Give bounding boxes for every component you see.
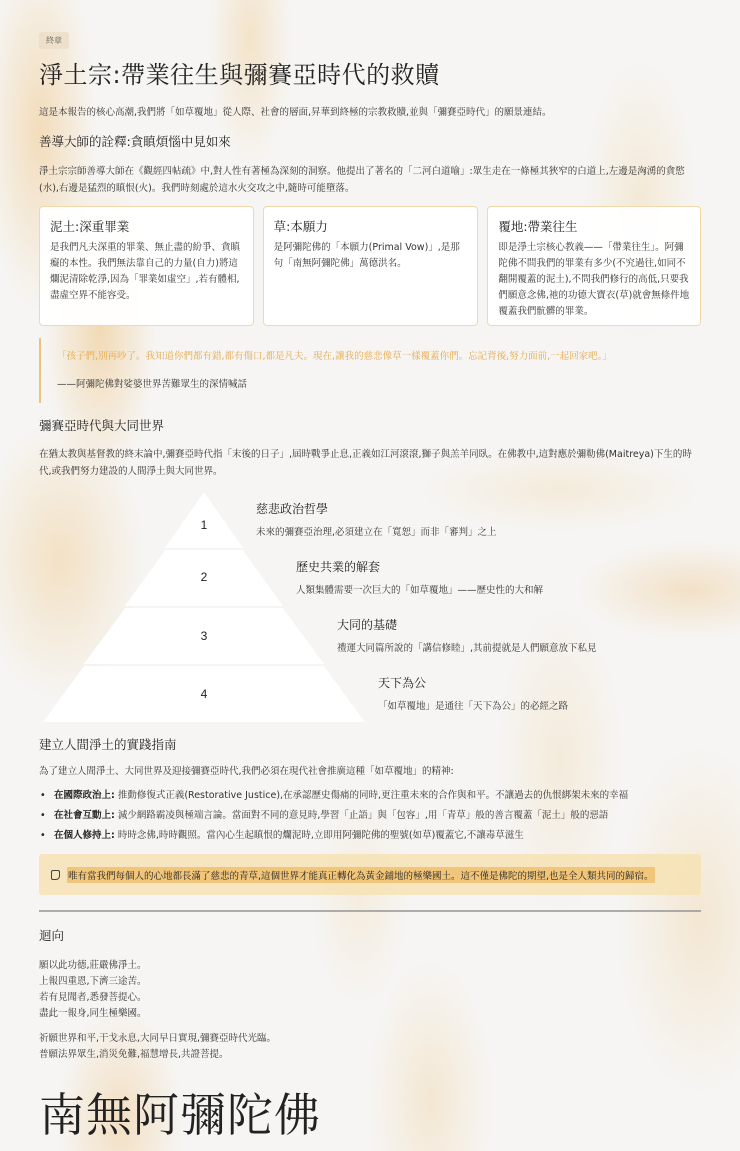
concept-cards: [39, 206, 701, 326]
callout-text: 唯有當我們每個人的心地都長滿了慈悲的青草,這個世界才能真正轉化為黃金鋪地的極樂國土。這不僅是佛陀的期望,也是全人類共同的歸宿。: [67, 867, 655, 883]
closing-chant: 南無阿彌陀佛: [39, 1088, 321, 1142]
quote-text: 「孩子們,別再吵了。我知道你們都有錯,都有傷口,都是凡夫。現在,讓我的慈悲像草一樣覆蓋你們。忘記背後,努力面前,一起回家吧。」: [57, 351, 612, 362]
prayer-line: 祈願世界和平,干戈永息,大同早日實現,彌賽亞時代光臨。: [39, 1033, 277, 1044]
section-heading-messiah: 彌賽亞時代與大同世界: [39, 418, 165, 433]
list-item: [39, 826, 701, 846]
verse-line: 盡此一報身,同生極樂國。: [39, 1008, 147, 1019]
pyramid-desc: 禮運大同篇所說的「講信修睦」,其前提就是人們願意放下私見: [337, 643, 597, 654]
divider: [39, 910, 701, 912]
pyramid-number: 1: [200, 518, 208, 532]
card-title: 覆地:帶業往生: [498, 219, 578, 234]
pyramid-number: 2: [200, 570, 208, 584]
list-item-text: 時時念佛,時時觀照。當內心生起瞋恨的爛泥時,立即用阿彌陀佛的聖號(如草)覆蓋它,不讓毒草滋生: [114, 830, 524, 841]
note-icon: [51, 870, 60, 880]
page-title: 淨土宗:帶業往生與彌賽亞時代的救贖: [39, 61, 440, 89]
card-body: 即是淨土宗核心教義——「帶業往生」。阿彌陀佛不問我們的罪業有多少(不究過往,如同不翻開覆蓋的泥土),不問我們修行的高低,只要我們願意念佛,祂的功德大寶衣(草)就會無條件地覆蓋我們骯髒的罪業。: [498, 242, 690, 317]
shandao-paragraph: 淨土宗宗師善導大師在《觀經四帖疏》中,對人性有著極為深刻的洞察。他提出了著名的「二河白道喻」:眾生走在一條極其狹窄的白道上,左邊是洶湧的貪慾(水),右邊是猛烈的瞋恨(火)。我們時刻處於這水火交攻之中,隨時可能墮落。: [39, 166, 685, 194]
list-item-text: 推動修復式正義(Restorative Justice),在承認歷史傷痛的同時,更注重未來的合作與和平。不讓過去的仇恨綁架未來的幸福: [114, 790, 629, 801]
section-heading-practice: 建立人間淨土的實踐指南: [39, 737, 177, 752]
dedication-verses: [39, 958, 701, 1022]
intro-paragraph: 這是本報告的核心高潮,我們將「如草覆地」從人際、社會的層面,昇華到終極的宗教救贖,並與「彌賽亞時代」的願景連結。: [39, 107, 552, 118]
pyramid-title: 慈悲政治哲學: [256, 502, 329, 516]
chapter-tag: 終章: [39, 32, 69, 49]
messiah-paragraph: 在猶太教與基督教的終末論中,彌賽亞時代指「末後的日子」,屆時戰爭止息,正義如江河滾滾,獅子與羔羊同臥。在佛教中,這對應於彌勒佛(Maitreya)下生的時代,或我們努力建設的人間淨土與大同世界。: [39, 449, 692, 477]
card-grass: [263, 206, 479, 326]
pyramid-desc: 人類集體需要一次巨大的「如草覆地」——歷史性的大和解: [296, 585, 544, 596]
pyramid-desc: 「如草覆地」是通往「天下為公」的必經之路: [378, 701, 569, 712]
pyramid-diagram: [0, 492, 701, 727]
card-mud: [39, 206, 254, 326]
pyramid-desc: 未來的彌賽亞治理,必須建立在「寬恕」而非「審判」之上: [256, 527, 497, 538]
pyramid-title: 大同的基礎: [337, 618, 398, 632]
prayer-line: 普願法界眾生,消災免難,福慧增長,共證菩提。: [39, 1049, 229, 1060]
callout-box: [39, 854, 701, 895]
card-body: 是阿彌陀佛的「本願力(Primal Vow)」,是那句「南無阿彌陀佛」萬德洪名。: [273, 242, 460, 269]
practice-list: [39, 786, 701, 846]
pyramid-number: 4: [200, 687, 208, 701]
blockquote: [39, 338, 701, 403]
card-title: 草:本願力: [273, 219, 328, 234]
section-heading-dedication: 迴向: [39, 928, 65, 943]
verse-line: 願以此功德,莊嚴佛淨土。: [39, 960, 147, 971]
list-item: [39, 806, 701, 826]
list-item-label: 在國際政治上:: [54, 790, 115, 801]
card-title: 泥土:深重罪業: [50, 219, 130, 234]
card-body: 是我們凡夫深重的罪業、無止盡的紛爭、貪瞋癡的本性。我們無法靠自己的力量(自力)將這爛泥清除乾淨,因為「罪業如虛空」,若有體相,盡虛空界不能容受。: [50, 242, 241, 301]
card-cover-ground: [487, 206, 701, 326]
verse-line: 若有見聞者,悉發菩提心。: [39, 992, 147, 1003]
section-heading-shandao: 善導大師的詮釋:貪瞋煩惱中見如來: [39, 134, 231, 149]
pyramid-title: 天下為公: [378, 676, 427, 690]
list-item-label: 在個人修持上:: [54, 830, 115, 841]
list-item-text: 減少網路霸凌與極端言論。當面對不同的意見時,學習「止語」與「包容」,用「青草」般的善言覆蓋「泥土」般的惡語: [114, 810, 609, 821]
prayer-lines: [39, 1031, 701, 1063]
verse-line: 上報四重恩,下濟三途苦。: [39, 976, 147, 987]
quote-source: ——阿彌陀佛對娑婆世界苦難眾生的深情喊話: [57, 379, 248, 390]
pyramid-title: 歷史共業的解套: [296, 560, 381, 574]
pyramid-number: 3: [200, 629, 208, 643]
list-item-label: 在社會互動上:: [54, 810, 115, 821]
list-item: [39, 786, 701, 806]
practice-paragraph: 為了建立人間淨土、大同世界及迎接彌賽亞時代,我們必須在現代社會推廣這種「如草覆地」的精神:: [39, 766, 454, 777]
